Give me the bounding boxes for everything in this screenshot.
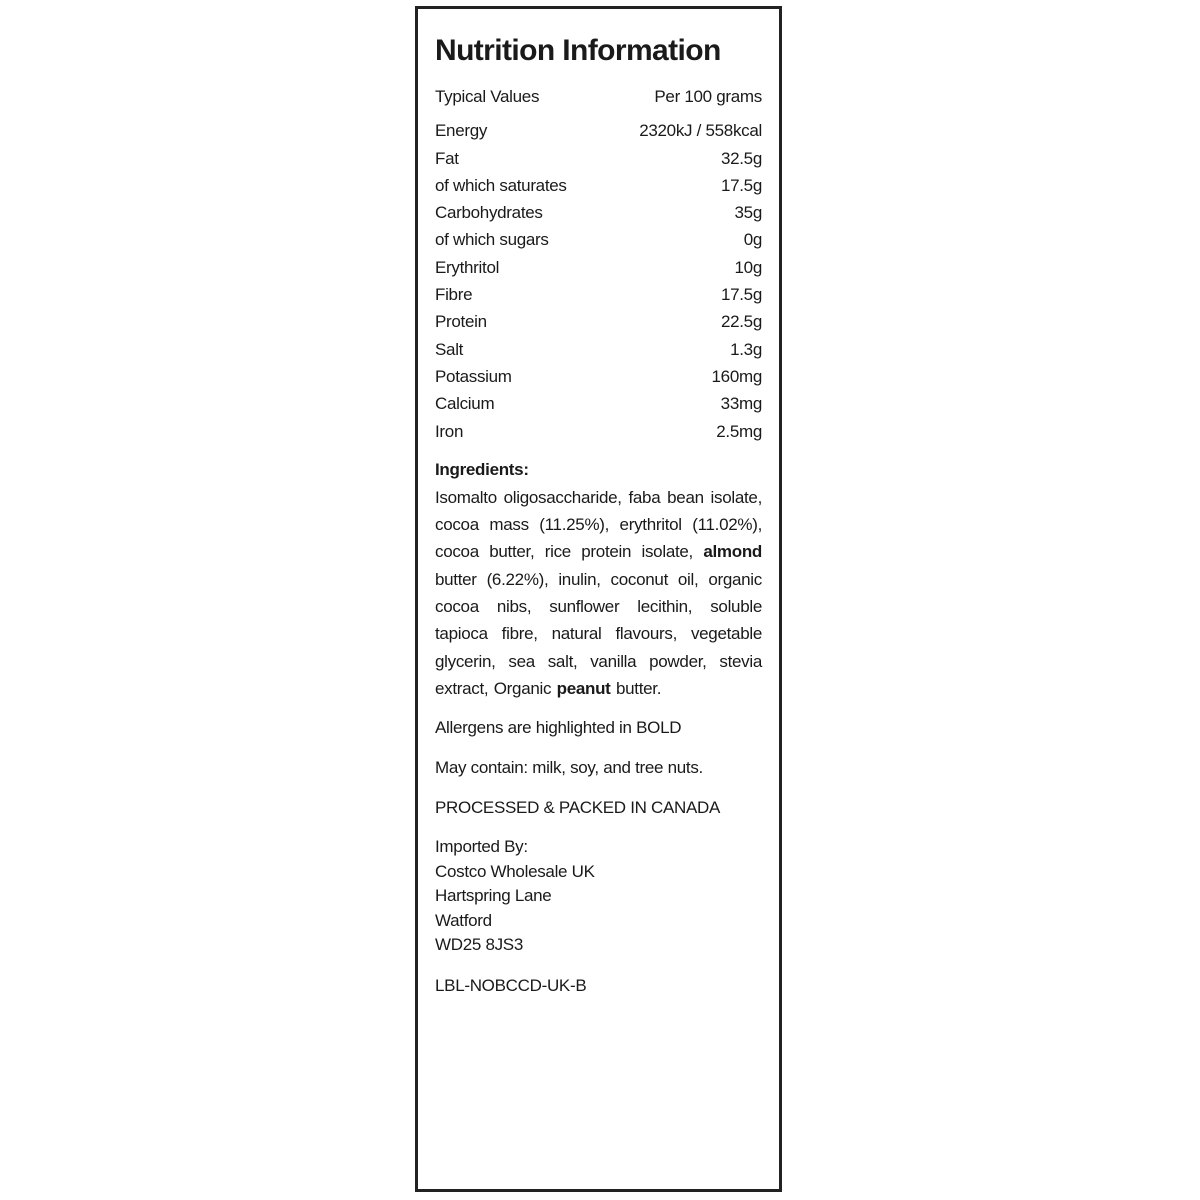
nutrient-name: Carbohydrates — [435, 203, 543, 223]
per-100-grams-label: Per 100 grams — [654, 87, 762, 106]
typical-values-label: Typical Values — [435, 87, 540, 106]
nutrient-name: Potassium — [435, 366, 512, 386]
nutrient-name: Fibre — [435, 285, 473, 305]
origin-note: PROCESSED & PACKED IN CANADA — [435, 798, 721, 818]
importer-town: Watford — [435, 910, 492, 930]
nutrient-row — [435, 363, 762, 390]
nutrient-value: 0g — [743, 230, 762, 250]
nutrient-row — [435, 281, 762, 308]
ingredients-text: butter. — [610, 678, 662, 698]
nutrient-row — [435, 145, 762, 172]
typical-values-header — [435, 83, 762, 110]
nutrient-row — [435, 336, 762, 363]
importer-heading: Imported By: — [435, 837, 528, 857]
nutrient-value: 17.5g — [720, 175, 762, 195]
nutrient-row — [435, 390, 762, 417]
ingredients-text: butter (6.22%), inulin, coconut oil, organic cocoa nibs, sunflower lecithin, soluble tapioca fibre, natural flavours, vegetable glycerin, sea salt, vanilla powder, stevia extract, Organic — [435, 569, 762, 698]
nutrient-value: 33mg — [720, 394, 762, 414]
nutrient-row — [435, 172, 762, 199]
importer-address — [435, 835, 762, 958]
nutrient-row — [435, 226, 762, 253]
nutrient-name: Salt — [435, 339, 464, 359]
nutrient-table — [435, 117, 762, 445]
nutrient-row — [435, 117, 762, 144]
nutrient-row — [435, 418, 762, 445]
nutrient-value: 32.5g — [720, 148, 762, 168]
ingredients-heading: Ingredients: — [435, 459, 529, 479]
nutrient-value: 2320kJ / 558kcal — [639, 121, 762, 141]
nutrition-title: Nutrition Information — [435, 34, 721, 67]
allergen-note: Allergens are highlighted in BOLD — [435, 718, 682, 738]
importer-street: Hartspring Lane — [435, 886, 552, 906]
nutrient-name: of which sugars — [435, 230, 549, 250]
nutrient-value: 10g — [734, 257, 762, 277]
label-content — [435, 29, 762, 998]
label-code: LBL-NOBCCD-UK-B — [435, 975, 587, 995]
nutrient-value: 160mg — [711, 366, 762, 386]
nutrition-label — [415, 6, 782, 1192]
nutrient-name: Erythritol — [435, 257, 500, 277]
nutrient-value: 22.5g — [720, 312, 762, 332]
allergen-almond: almond — [703, 542, 762, 562]
ingredients-text: Isomalto oligosaccharide, faba bean isolate, cocoa mass (11.25%), erythritol (11.02%), cocoa butter, rice protein isolate, — [435, 487, 762, 562]
nutrient-value: 2.5mg — [716, 421, 762, 441]
nutrient-row — [435, 199, 762, 226]
allergen-peanut: peanut — [556, 678, 611, 698]
nutrient-value: 17.5g — [720, 285, 762, 305]
nutrient-name: Calcium — [435, 394, 495, 414]
nutrient-name: of which saturates — [435, 175, 567, 195]
may-contain-note: May contain: milk, soy, and tree nuts. — [435, 758, 703, 778]
ingredients-list — [435, 484, 762, 702]
nutrient-value: 35g — [734, 203, 762, 223]
nutrient-name: Fat — [435, 148, 459, 168]
importer-postcode: WD25 8JS3 — [435, 935, 524, 955]
nutrient-name: Iron — [435, 421, 464, 441]
importer-name: Costco Wholesale UK — [435, 861, 595, 881]
nutrient-row — [435, 308, 762, 335]
nutrient-value: 1.3g — [730, 339, 762, 359]
nutrient-name: Protein — [435, 312, 487, 332]
nutrient-name: Energy — [435, 121, 488, 141]
nutrient-row — [435, 254, 762, 281]
